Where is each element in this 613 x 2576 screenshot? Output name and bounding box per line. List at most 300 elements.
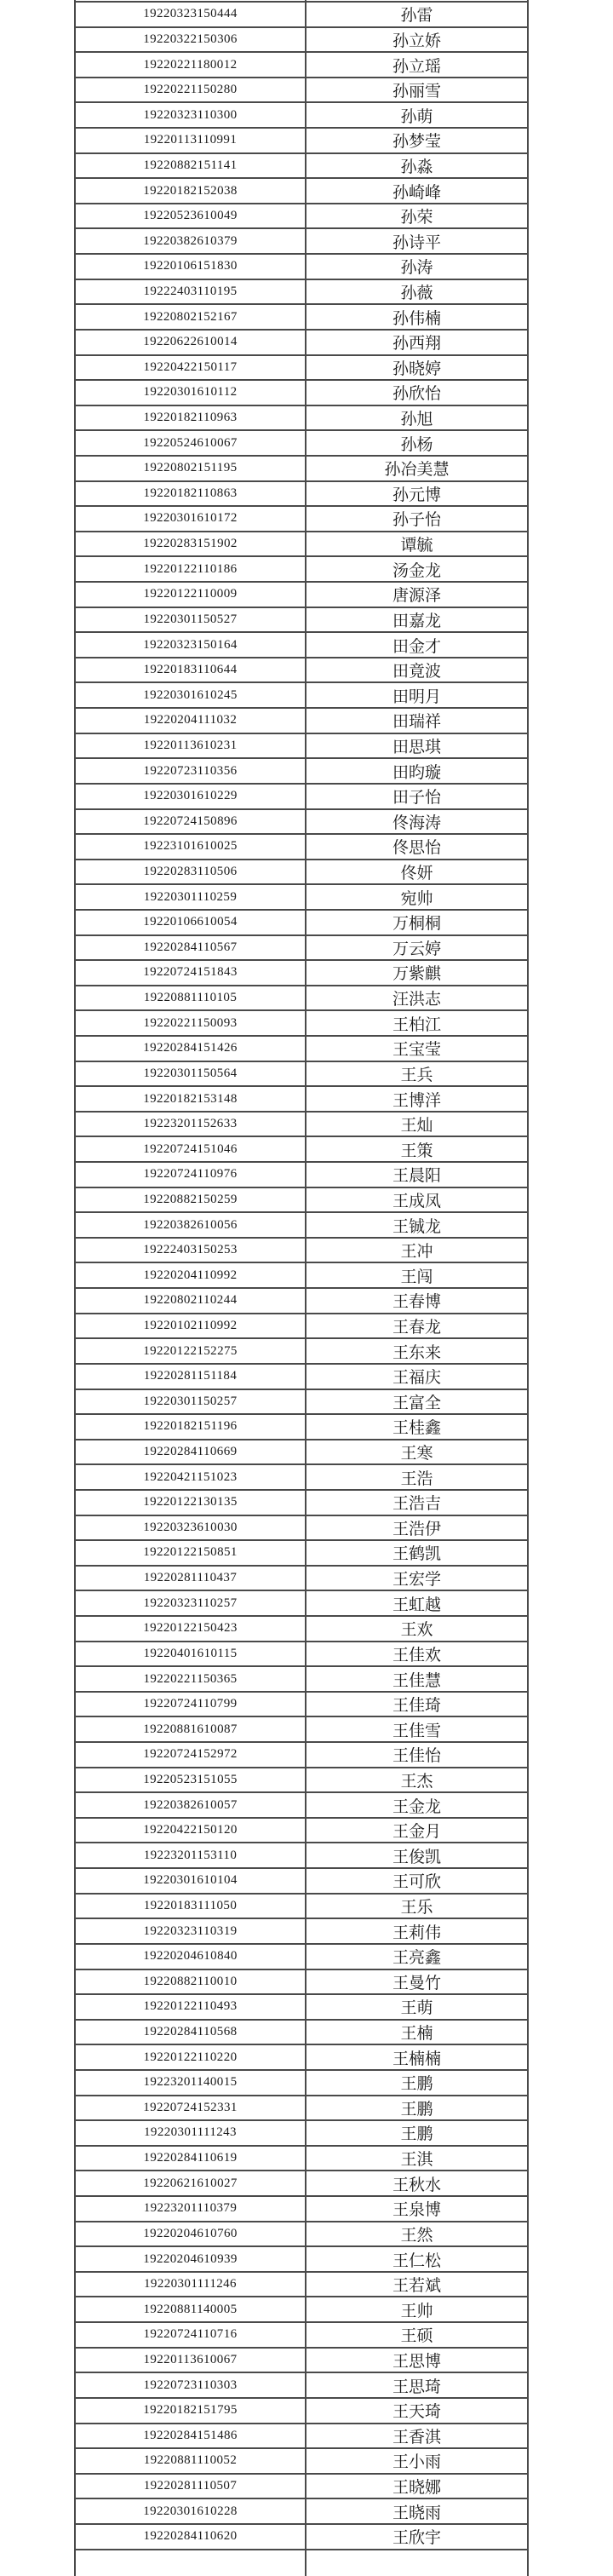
student-id-cell: 19220122110186 — [74, 557, 306, 581]
student-id-cell: 19220106151830 — [74, 255, 306, 279]
student-name-cell: 王思博 — [306, 2349, 529, 2372]
table-row — [74, 305, 529, 331]
student-name-cell: 王仁松 — [306, 2247, 529, 2271]
student-name-cell: 王策 — [306, 1137, 529, 1161]
student-id-cell: 19220723110356 — [74, 759, 306, 783]
table-row — [74, 1516, 529, 1542]
student-name-cell: 王东来 — [306, 1339, 529, 1363]
table-row — [74, 1062, 529, 1088]
table-row — [74, 1188, 529, 1214]
table-row — [74, 1843, 529, 1869]
table-row — [74, 936, 529, 962]
table-row — [74, 2171, 529, 2197]
student-name-cell: 孙丽雪 — [306, 78, 529, 102]
table-row — [74, 406, 529, 432]
student-id-cell: 19220122152275 — [74, 1339, 306, 1363]
student-id-cell — [74, 0, 306, 1]
student-name-cell: 孙元博 — [306, 482, 529, 506]
table-row — [74, 557, 529, 583]
student-id-cell: 19220122110220 — [74, 2045, 306, 2069]
student-name-cell: 王宝莹 — [306, 1037, 529, 1061]
student-name-cell: 汤金龙 — [306, 557, 529, 581]
student-name-cell: 孙薇 — [306, 280, 529, 304]
student-name-cell: 王欢 — [306, 1617, 529, 1641]
student-name-cell: 王富全 — [306, 1390, 529, 1414]
student-id-cell: 19220301150527 — [74, 608, 306, 632]
student-name-cell: 田思琪 — [306, 734, 529, 758]
table-row — [74, 103, 529, 129]
table-row — [74, 1415, 529, 1440]
table-row — [74, 734, 529, 760]
student-id-cell: 19220724152331 — [74, 2096, 306, 2120]
student-id-cell: 19220281110507 — [74, 2475, 306, 2498]
table-row — [74, 1213, 529, 1239]
student-id-cell: 19220724110716 — [74, 2323, 306, 2347]
student-name-cell: 汪洪志 — [306, 986, 529, 1010]
student-id-cell: 19220523610049 — [74, 204, 306, 228]
table-row — [74, 1491, 529, 1516]
student-id-cell: 19220284151426 — [74, 1037, 306, 1061]
student-id-cell: 19220102110992 — [74, 1314, 306, 1338]
student-name-cell: 王思琦 — [306, 2373, 529, 2397]
student-id-cell: 19220724151843 — [74, 961, 306, 985]
student-name-cell: 王浩吉 — [306, 1491, 529, 1515]
table-row — [74, 507, 529, 532]
table-row — [74, 1390, 529, 1416]
student-name-cell: 王鹏 — [306, 2121, 529, 2145]
table-row — [74, 2021, 529, 2046]
student-name-cell: 王金月 — [306, 1819, 529, 1843]
table-row — [74, 633, 529, 658]
table-row — [74, 1263, 529, 1289]
student-id-cell: 19220724110976 — [74, 1163, 306, 1187]
student-id-cell: 19220182151795 — [74, 2399, 306, 2423]
student-id-cell: 19220122150851 — [74, 1541, 306, 1565]
student-name-cell: 王鹤凯 — [306, 1541, 529, 1565]
student-name-cell: 王可欣 — [306, 1869, 529, 1893]
table-row — [74, 1365, 529, 1390]
student-id-cell: 19220301610112 — [74, 381, 306, 405]
table-row — [74, 381, 529, 406]
student-name-cell: 孙杨 — [306, 431, 529, 455]
student-id-cell: 19220204110992 — [74, 1263, 306, 1287]
table-row — [74, 1768, 529, 1794]
student-name-cell: 王晨阳 — [306, 1163, 529, 1187]
student-name-cell: 王淇 — [306, 2147, 529, 2171]
table-row — [74, 255, 529, 280]
student-id-cell: 19220802152167 — [74, 305, 306, 329]
student-id-cell: 19220283110506 — [74, 860, 306, 884]
student-name-cell: 王福庆 — [306, 1365, 529, 1389]
student-name-cell: 王楠 — [306, 2021, 529, 2044]
student-name-cell: 孙雷 — [306, 3, 529, 26]
student-id-cell: 19220882150259 — [74, 1188, 306, 1212]
student-id-cell: 19220382610379 — [74, 229, 306, 253]
student-id-cell: 19220221150365 — [74, 1667, 306, 1691]
student-id-cell: 19220882110010 — [74, 1970, 306, 1994]
student-name-cell: 唐源泽 — [306, 583, 529, 607]
table-row — [74, 532, 529, 558]
student-id-cell: 19220221150280 — [74, 78, 306, 102]
table-row — [74, 2525, 529, 2550]
student-name-cell: 王帅 — [306, 2297, 529, 2321]
student-id-cell: 19220284110620 — [74, 2525, 306, 2549]
student-id-cell: 19220881110105 — [74, 986, 306, 1010]
table-row — [74, 179, 529, 204]
table-row — [74, 2147, 529, 2172]
student-id-cell: 19220182152038 — [74, 179, 306, 203]
table-row — [74, 1289, 529, 1314]
student-id-cell: 19220323110300 — [74, 103, 306, 127]
student-id-cell — [74, 2550, 306, 2576]
student-name-cell: 孙萌 — [306, 103, 529, 127]
student-id-cell: 19220204610840 — [74, 1945, 306, 1969]
table-row — [74, 28, 529, 54]
student-name-cell: 王乐 — [306, 1895, 529, 1918]
student-name-cell: 王天琦 — [306, 2399, 529, 2423]
student-id-cell: 19220283151902 — [74, 532, 306, 556]
student-name-cell: 王浩伊 — [306, 1516, 529, 1540]
student-id-cell: 19220301610228 — [74, 2499, 306, 2523]
table-row — [74, 356, 529, 382]
student-name-cell: 王香淇 — [306, 2424, 529, 2448]
student-id-cell: 19220881610087 — [74, 1717, 306, 1741]
student-name-cell: 王闯 — [306, 1263, 529, 1287]
table-row — [74, 1819, 529, 1844]
student-name-cell: 田金才 — [306, 633, 529, 657]
table-row — [74, 1011, 529, 1037]
table-row — [74, 457, 529, 482]
table-row — [74, 331, 529, 356]
student-id-cell: 19220882151141 — [74, 154, 306, 178]
table-row — [74, 911, 529, 936]
student-name-cell: 万紫麒 — [306, 961, 529, 985]
student-name-cell: 王欣宇 — [306, 2525, 529, 2549]
student-name-cell — [306, 2550, 529, 2576]
table-row — [74, 1919, 529, 1945]
student-name-cell: 万云婷 — [306, 936, 529, 960]
table-row — [74, 2475, 529, 2500]
student-name-cell: 田昀璇 — [306, 759, 529, 783]
student-id-cell: 19220802110244 — [74, 1289, 306, 1313]
student-name-cell: 田子怡 — [306, 785, 529, 808]
table-row — [74, 1087, 529, 1113]
table-row — [74, 785, 529, 810]
student-id-cell: 19220301610104 — [74, 1869, 306, 1893]
student-name-cell: 王曼竹 — [306, 1970, 529, 1994]
student-id-cell: 19220301110259 — [74, 885, 306, 909]
student-name-cell: 王寒 — [306, 1440, 529, 1464]
student-name-cell: 孙晓婷 — [306, 356, 529, 380]
student-id-cell: 19223101610025 — [74, 835, 306, 859]
student-name-cell: 孙西翔 — [306, 331, 529, 354]
student-name-cell: 孙淼 — [306, 154, 529, 178]
table-row — [74, 154, 529, 180]
table-row — [74, 1137, 529, 1163]
student-id-cell: 19220113110991 — [74, 129, 306, 152]
student-id-cell: 19220122110009 — [74, 583, 306, 607]
student-id-cell: 19223201110379 — [74, 2197, 306, 2221]
student-name-cell: 王若斌 — [306, 2273, 529, 2297]
student-table — [74, 0, 529, 2576]
table-row — [74, 986, 529, 1012]
table-row — [74, 1970, 529, 1996]
student-id-cell: 19223201152633 — [74, 1113, 306, 1136]
student-name-cell: 王成凤 — [306, 1188, 529, 1212]
student-id-cell: 19220323150444 — [74, 3, 306, 26]
table-row — [74, 431, 529, 457]
student-id-cell: 19220301150257 — [74, 1390, 306, 1414]
student-name-cell — [306, 0, 529, 1]
student-name-cell: 王泉博 — [306, 2197, 529, 2221]
student-id-cell: 19220301111243 — [74, 2121, 306, 2145]
table-row — [74, 683, 529, 709]
student-name-cell: 佟妍 — [306, 860, 529, 884]
table-row — [74, 1895, 529, 1920]
student-name-cell: 王楠楠 — [306, 2045, 529, 2069]
student-name-cell: 王佳琦 — [306, 1693, 529, 1716]
student-name-cell: 孙立瑶 — [306, 53, 529, 77]
table-row — [74, 1037, 529, 1062]
table-row — [74, 2373, 529, 2399]
student-name-cell: 王冲 — [306, 1239, 529, 1262]
student-id-cell: 19220301150564 — [74, 1062, 306, 1086]
student-name-cell: 王晓雨 — [306, 2499, 529, 2523]
student-id-cell: 19220422150117 — [74, 356, 306, 380]
student-id-cell: 19220724110799 — [74, 1693, 306, 1716]
student-name-cell: 王浩 — [306, 1465, 529, 1489]
table-row — [74, 2323, 529, 2349]
table-row-partial-bottom — [74, 2550, 529, 2576]
student-id-cell: 19220881110052 — [74, 2449, 306, 2473]
student-id-cell: 19220524610067 — [74, 431, 306, 455]
student-name-cell: 孙旭 — [306, 406, 529, 430]
student-id-cell: 19220204111032 — [74, 709, 306, 733]
student-id-cell: 19220401610115 — [74, 1642, 306, 1666]
student-name-cell: 王俊凯 — [306, 1843, 529, 1867]
student-name-cell: 孙梦莹 — [306, 129, 529, 152]
student-id-cell: 19223201153110 — [74, 1843, 306, 1867]
table-row — [74, 2449, 529, 2475]
table-row — [74, 2349, 529, 2374]
student-name-cell: 王鹏 — [306, 2071, 529, 2095]
student-id-cell: 19220323110257 — [74, 1591, 306, 1615]
student-name-cell: 孙子怡 — [306, 507, 529, 531]
student-name-cell: 王然 — [306, 2222, 529, 2246]
student-name-cell: 王春龙 — [306, 1314, 529, 1338]
student-id-cell: 19220323110319 — [74, 1919, 306, 1943]
student-id-cell: 19220284151486 — [74, 2424, 306, 2448]
student-id-cell: 19220221180012 — [74, 53, 306, 77]
table-row — [74, 3, 529, 28]
table-row — [74, 1667, 529, 1693]
student-id-cell: 19220284110567 — [74, 936, 306, 960]
table-row — [74, 1239, 529, 1264]
table-row — [74, 1339, 529, 1365]
student-name-cell: 孙崎峰 — [306, 179, 529, 203]
student-id-cell: 19220301610172 — [74, 507, 306, 531]
student-id-cell: 19220183111050 — [74, 1895, 306, 1918]
student-name-cell: 王兵 — [306, 1062, 529, 1086]
student-name-cell: 孙立娇 — [306, 28, 529, 52]
table-rows-container — [74, 3, 529, 2550]
student-id-cell: 19220281151184 — [74, 1365, 306, 1389]
table-row — [74, 1314, 529, 1340]
student-name-cell: 孙冶美慧 — [306, 457, 529, 480]
student-id-cell: 19220113610067 — [74, 2349, 306, 2372]
student-id-cell: 19220182110863 — [74, 482, 306, 506]
table-row — [74, 709, 529, 734]
student-id-cell: 19220204610760 — [74, 2222, 306, 2246]
student-name-cell: 王博洋 — [306, 1087, 529, 1111]
student-id-cell: 19220422150120 — [74, 1819, 306, 1843]
student-id-cell: 19220122130135 — [74, 1491, 306, 1515]
student-id-cell: 19220284110619 — [74, 2147, 306, 2171]
student-name-cell: 田嘉龙 — [306, 608, 529, 632]
student-name-cell: 万桐桐 — [306, 911, 529, 934]
student-id-cell: 19220122150423 — [74, 1617, 306, 1641]
student-name-cell: 王亮鑫 — [306, 1945, 529, 1969]
table-row — [74, 129, 529, 154]
table-row — [74, 2071, 529, 2096]
table-row — [74, 1945, 529, 1970]
student-name-cell: 宛帅 — [306, 885, 529, 909]
table-row — [74, 961, 529, 986]
student-id-cell: 19220382610056 — [74, 1213, 306, 1237]
student-name-cell: 孙伟楠 — [306, 305, 529, 329]
student-id-cell: 19220204610939 — [74, 2247, 306, 2271]
student-id-cell: 19220106610054 — [74, 911, 306, 934]
table-row — [74, 1693, 529, 1718]
student-id-cell: 19220182110963 — [74, 406, 306, 430]
student-id-cell: 19220382610057 — [74, 1793, 306, 1817]
table-row — [74, 1591, 529, 1617]
student-id-cell: 19220421151023 — [74, 1465, 306, 1489]
table-row — [74, 2424, 529, 2450]
table-row — [74, 1793, 529, 1819]
table-row — [74, 1113, 529, 1138]
table-row — [74, 2247, 529, 2273]
student-id-cell: 19220301111246 — [74, 2273, 306, 2297]
student-id-cell: 19220322150306 — [74, 28, 306, 52]
student-name-cell: 王虹越 — [306, 1591, 529, 1615]
student-name-cell: 田竟波 — [306, 658, 529, 682]
student-name-cell: 孙荣 — [306, 204, 529, 228]
student-name-cell: 王莉伟 — [306, 1919, 529, 1943]
table-row — [74, 204, 529, 230]
table-row — [74, 1567, 529, 1592]
student-name-cell: 王宏学 — [306, 1567, 529, 1590]
table-row — [74, 2222, 529, 2248]
student-name-cell: 王鹏 — [306, 2096, 529, 2120]
student-name-cell: 王灿 — [306, 1113, 529, 1136]
student-id-cell: 19220221150093 — [74, 1011, 306, 1035]
table-row — [74, 860, 529, 886]
table-row — [74, 1617, 529, 1642]
student-id-cell: 19223201140015 — [74, 2071, 306, 2095]
student-id-cell: 19220182151196 — [74, 1415, 306, 1439]
table-row — [74, 583, 529, 608]
student-name-cell: 孙诗平 — [306, 229, 529, 253]
student-name-cell: 王萌 — [306, 1995, 529, 2019]
table-row — [74, 1465, 529, 1491]
table-row — [74, 2045, 529, 2071]
table-row — [74, 2197, 529, 2222]
student-name-cell: 孙欣怡 — [306, 381, 529, 405]
student-name-cell: 王桂鑫 — [306, 1415, 529, 1439]
table-row — [74, 835, 529, 860]
student-name-cell: 孙涛 — [306, 255, 529, 279]
student-name-cell: 王金龙 — [306, 1793, 529, 1817]
student-name-cell: 王硕 — [306, 2323, 529, 2347]
table-row — [74, 1743, 529, 1768]
student-id-cell: 19220183110644 — [74, 658, 306, 682]
student-name-cell: 王柏江 — [306, 1011, 529, 1035]
student-id-cell: 19220284110568 — [74, 2021, 306, 2044]
student-id-cell: 19220802151195 — [74, 457, 306, 480]
student-id-cell: 19222403110195 — [74, 280, 306, 304]
student-id-cell: 19220323150164 — [74, 633, 306, 657]
table-row — [74, 2096, 529, 2122]
student-name-cell: 王佳慧 — [306, 1667, 529, 1691]
student-name-cell: 王春博 — [306, 1289, 529, 1313]
student-name-cell: 田明月 — [306, 683, 529, 707]
table-row — [74, 2499, 529, 2525]
student-id-cell: 19220323610030 — [74, 1516, 306, 1540]
student-id-cell: 19220284110669 — [74, 1440, 306, 1464]
student-id-cell: 19220621610027 — [74, 2171, 306, 2195]
student-name-cell: 王小雨 — [306, 2449, 529, 2473]
table-row — [74, 2273, 529, 2298]
table-row — [74, 885, 529, 911]
student-id-cell: 19222403150253 — [74, 1239, 306, 1262]
student-name-cell: 王佳欢 — [306, 1642, 529, 1666]
table-row — [74, 2121, 529, 2147]
student-id-cell: 19220281110437 — [74, 1567, 306, 1590]
student-name-cell: 谭毓 — [306, 532, 529, 556]
student-name-cell: 王杰 — [306, 1768, 529, 1792]
student-id-cell: 19220523151055 — [74, 1768, 306, 1792]
table-row — [74, 759, 529, 785]
student-id-cell: 19220113610231 — [74, 734, 306, 758]
student-id-cell: 19220301610245 — [74, 683, 306, 707]
table-row — [74, 608, 529, 634]
table-row — [74, 1995, 529, 2021]
table-row — [74, 1869, 529, 1895]
student-name-cell: 佟思怡 — [306, 835, 529, 859]
table-row — [74, 229, 529, 255]
table-row — [74, 2297, 529, 2323]
student-name-cell: 王晓娜 — [306, 2475, 529, 2498]
table-row — [74, 1717, 529, 1743]
student-id-cell: 19220622610014 — [74, 331, 306, 354]
student-name-cell: 王秋水 — [306, 2171, 529, 2195]
student-name-cell: 王佳怡 — [306, 1743, 529, 1767]
student-id-cell: 19220182153148 — [74, 1087, 306, 1111]
student-name-cell: 田瑞祥 — [306, 709, 529, 733]
student-id-cell: 19220301610229 — [74, 785, 306, 808]
table-row — [74, 53, 529, 78]
table-row — [74, 658, 529, 684]
student-id-cell: 19220723110303 — [74, 2373, 306, 2397]
table-row — [74, 1541, 529, 1567]
student-name-cell: 王佳雪 — [306, 1717, 529, 1741]
student-id-cell: 19220724151046 — [74, 1137, 306, 1161]
table-row — [74, 1163, 529, 1188]
student-id-cell: 19220881140005 — [74, 2297, 306, 2321]
table-row — [74, 1440, 529, 1466]
table-row — [74, 810, 529, 836]
